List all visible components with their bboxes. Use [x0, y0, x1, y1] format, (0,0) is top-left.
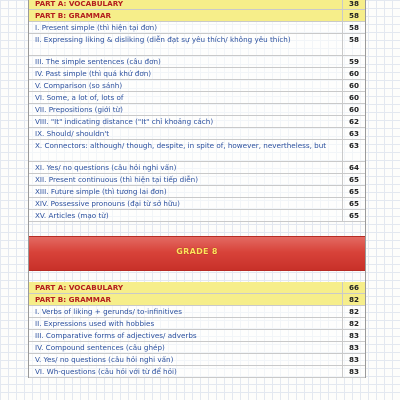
toc-item	[29, 116, 365, 128]
page-number: 63	[342, 128, 365, 139]
page-number: 64	[342, 162, 365, 173]
toc-item-title: VI. Some, a lot of, lots of	[35, 93, 124, 102]
page-number: 82	[342, 306, 365, 317]
part-label: PART A: VOCABULARY	[35, 0, 124, 8]
toc-item	[29, 56, 365, 68]
page-number: 66	[342, 282, 365, 293]
toc-item-title: IV. Compound sentences (câu ghép)	[35, 343, 165, 352]
toc-item	[29, 366, 365, 378]
toc-item-title: I. Verbs of liking + gerunds/ to-infinitives	[35, 307, 182, 316]
page-number: 83	[342, 354, 365, 365]
toc-item	[29, 34, 365, 56]
page-number: 65	[342, 198, 365, 209]
section-gap	[29, 222, 365, 233]
toc-item	[29, 128, 365, 140]
toc-item-title: XV. Articles (mạo từ)	[35, 211, 109, 220]
toc-item	[29, 92, 365, 104]
toc-item-title: II. Expressing liking & disliking (diễn đạt sự yêu thích/ không yêu thích)	[35, 34, 291, 44]
toc-item-title: X. Connectors: although/ though, despite, in spite of, however, nevertheless, but	[35, 140, 327, 150]
page-number: 59	[342, 56, 365, 67]
toc-item-title: V. Yes/ no questions (câu hỏi nghi vấn)	[35, 355, 174, 364]
toc-item-title: XI. Yes/ no questions (câu hỏi nghi vấn)	[35, 163, 177, 172]
toc-item-title: VIII. "It" indicating distance ("It" chỉ khoảng cách)	[35, 117, 214, 126]
page-number: 82	[342, 318, 365, 329]
toc-item-title: I. Present simple (thì hiện tại đơn)	[35, 23, 158, 32]
part-label: PART B: GRAMMAR	[35, 295, 112, 304]
toc-item-title: IV. Past simple (thì quá khứ đơn)	[35, 69, 152, 78]
table-of-contents	[28, 0, 366, 378]
part-label: PART B: GRAMMAR	[35, 11, 112, 20]
toc-item	[29, 80, 365, 92]
page-number: 38	[342, 0, 365, 9]
toc-item	[29, 104, 365, 116]
part-label: PART A: VOCABULARY	[35, 283, 124, 292]
toc-item	[29, 210, 365, 222]
page-number: 58	[342, 22, 365, 33]
page-number: 82	[342, 294, 365, 305]
page-number: 83	[342, 330, 365, 341]
toc-item	[29, 186, 365, 198]
toc-item	[29, 22, 365, 34]
toc-item	[29, 342, 365, 354]
page-number: 63	[342, 140, 365, 161]
page-number: 58	[342, 10, 365, 21]
toc-item-title: XIII. Future simple (thì tương lai đơn)	[35, 187, 167, 196]
toc-item-title: V. Comparison (so sánh)	[35, 81, 123, 90]
grade7-vocabulary-row	[29, 0, 365, 10]
page-number: 60	[342, 104, 365, 115]
page-number: 58	[342, 34, 365, 55]
section-gap	[29, 271, 365, 282]
page-number: 60	[342, 92, 365, 103]
page-number: 83	[342, 342, 365, 353]
toc-item-title: II. Expressions used with hobbies	[35, 319, 155, 328]
page-number: 83	[342, 366, 365, 377]
toc-item-title: VI. Wh-questions (câu hỏi với từ để hỏi)	[35, 367, 177, 376]
grade-title: GRADE 8	[176, 247, 218, 256]
toc-item-title: III. Comparative forms of adjectives/ adverbs	[35, 331, 197, 340]
page-number: 60	[342, 80, 365, 91]
toc-item	[29, 318, 365, 330]
page-number: 60	[342, 68, 365, 79]
grade7-grammar-row	[29, 10, 365, 22]
toc-item-title: VII. Prepositions (giới từ)	[35, 105, 123, 114]
toc-item	[29, 306, 365, 318]
toc-item	[29, 354, 365, 366]
toc-item-title: IX. Should/ shouldn't	[35, 129, 110, 138]
page-number: 65	[342, 210, 365, 221]
toc-item	[29, 162, 365, 174]
toc-item	[29, 174, 365, 186]
grade8-grammar-row	[29, 294, 365, 306]
page-number: 62	[342, 116, 365, 127]
grade8-vocabulary-row	[29, 282, 365, 294]
toc-item	[29, 330, 365, 342]
toc-item-title: XIV. Possessive pronouns (đại từ sở hữu)	[35, 199, 180, 208]
toc-item	[29, 68, 365, 80]
toc-item-title: XII. Present continuous (thì hiện tại tiếp diễn)	[35, 175, 198, 184]
page-number: 65	[342, 174, 365, 185]
toc-item	[29, 198, 365, 210]
page-number: 65	[342, 186, 365, 197]
toc-item-title: III. The simple sentences (câu đơn)	[35, 57, 161, 66]
grade-8-banner	[29, 236, 365, 271]
toc-item	[29, 140, 365, 162]
